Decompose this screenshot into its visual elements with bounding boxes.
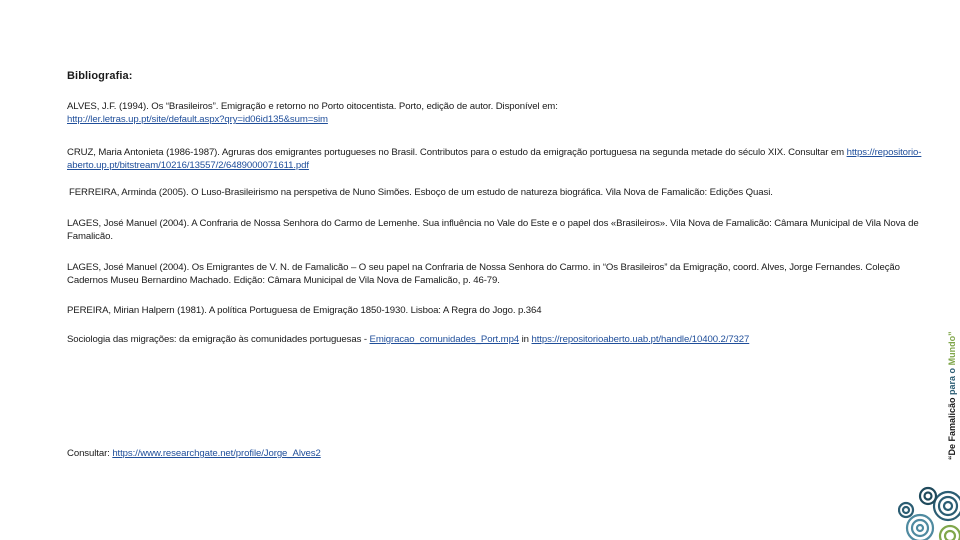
bib-entry-link[interactable]: http://ler.letras.up.pt/site/default.aspx?qry=id06id135&sum=sim xyxy=(67,114,328,125)
brand-tagline-word3: Mundo” xyxy=(947,331,957,366)
bibliography-title: Bibliografia: xyxy=(67,70,133,82)
bib-entry-pereira xyxy=(67,304,927,317)
brand-circles-logo xyxy=(898,448,960,540)
bib-entry-text: PEREIRA, Mirian Halpern (1981). A política Portuguesa de Emigração 1850-1930. Lisboa: A Regra do Jogo. p.364 xyxy=(67,305,542,316)
bib-entry-lages-2 xyxy=(67,261,927,287)
bib-entry-alves xyxy=(67,100,927,126)
brand-tagline-word2: para o xyxy=(947,367,957,395)
bib-entry-text: Sociologia das migrações: da emigração às comunidades portuguesas - xyxy=(67,334,367,345)
bib-entry-sociologia xyxy=(67,333,927,346)
repository-link[interactable]: https://repositorioaberto.uab.pt/handle/10400.2/7327 xyxy=(531,334,750,345)
brand-tagline-word1: “De Famalicão xyxy=(947,397,957,460)
bib-entry-cruz xyxy=(67,146,927,172)
consult-label: Consultar: xyxy=(67,448,110,459)
bib-entry-text: CRUZ, Maria Antonieta (1986-1987). Agruras dos emigrantes portugueses no Brasil. Contributos para o estudo da emigração portuguesa na segunda metade do século XIX. Consultar em xyxy=(67,147,845,158)
bib-entry-text: LAGES, José Manuel (2004). Os Emigrantes de V. N. de Famalicão – O seu papel na Confraria de Nossa Senhora do Carmo. in “Os Brasileiros” da Emigração, coord. Alves, Jorge Fernandes. Coleção Cadernos Museu Bernardino Machado. Edição: Câmara Municipal de Vila Nova de Famalicão, p. 46-79. xyxy=(67,262,900,286)
bib-entry-text: FERREIRA, Arminda (2005). O Luso-Brasileirismo na perspetiva de Nuno Simões. Esboço de um estudo de natureza biográfica. Vila Nova de Famalicão: Edições Quasi. xyxy=(69,187,773,198)
bib-entry-text: LAGES, José Manuel (2004). A Confraria de Nossa Senhora do Carmo de Lemenhe. Sua influência no Vale do Este e o papel dos «Brasileiros». Vila Nova de Famalicão: Câmara Municipal de Vila Nova de Famalicão. xyxy=(67,218,919,242)
bib-entry-link[interactable]: https://repositorio-aberto.up.pt/bitstream/10216/13557/2/6489000071611.pdf xyxy=(67,147,922,171)
brand-tagline xyxy=(947,331,957,460)
researchgate-link[interactable]: https://www.researchgate.net/profile/Jorge_Alves2 xyxy=(112,448,321,459)
video-link[interactable]: Emigracao_comunidades_Port.mp4 xyxy=(369,334,520,345)
bib-entry-connector: in xyxy=(521,334,529,345)
bib-entry-ferreira xyxy=(69,186,929,199)
bib-entry-lages-1 xyxy=(67,217,927,243)
consult-line xyxy=(67,447,927,460)
bib-entry-text: ALVES, J.F. (1994). Os “Brasileiros”. Emigração e retorno no Porto oitocentista. Porto, edição de autor. Disponível em: xyxy=(67,101,558,112)
